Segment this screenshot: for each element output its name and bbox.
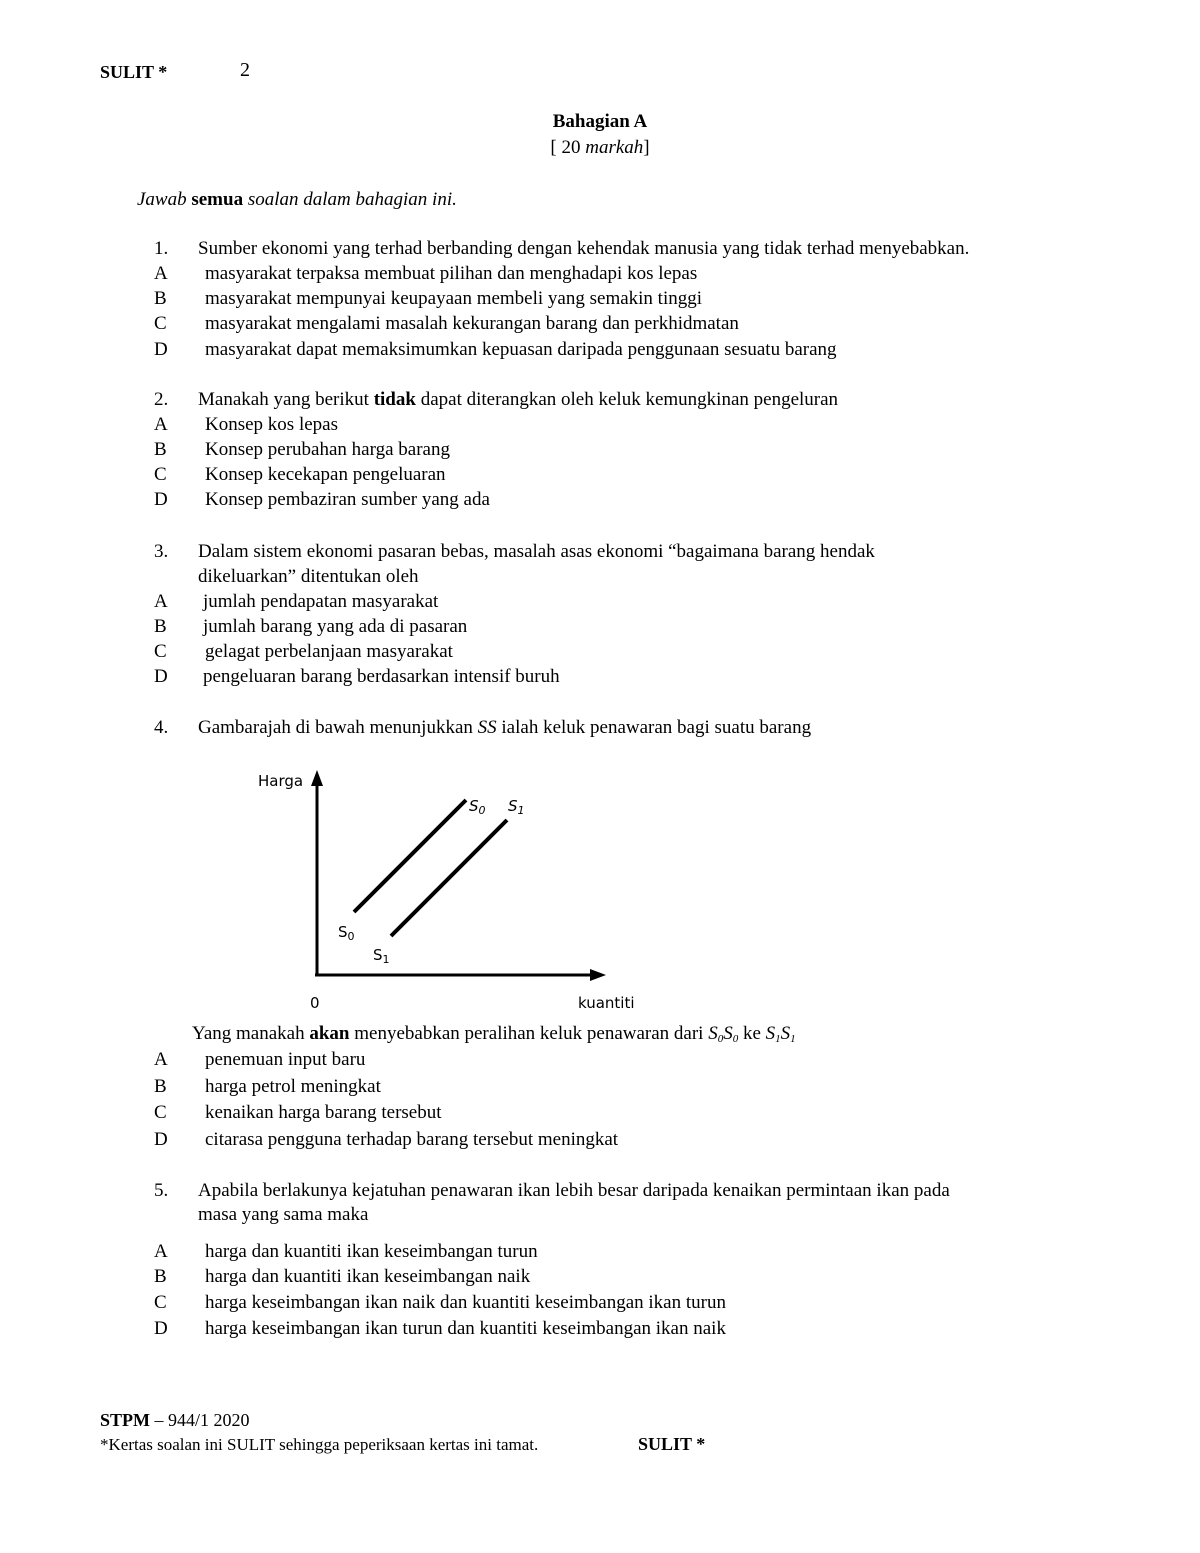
question-text-line1: Dalam sistem ekonomi pasaran bebas, masalah asas ekonomi “bagaimana barang hendak bbox=[198, 541, 875, 562]
option-letter: A bbox=[154, 591, 168, 612]
option-letter: A bbox=[154, 1241, 168, 1262]
question-text-line2: dikeluarkan” ditentukan oleh bbox=[198, 566, 419, 587]
option-text: penemuan input baru bbox=[205, 1049, 366, 1070]
option-letter: C bbox=[154, 313, 167, 334]
option-text: harga dan kuantiti ikan keseimbangan turun bbox=[205, 1241, 538, 1262]
footer-note: *Kertas soalan ini SULIT sehingga peperiksaan kertas ini tamat. bbox=[100, 1435, 539, 1454]
section-title: Bahagian A bbox=[552, 111, 648, 132]
footer-classification: SULIT * bbox=[638, 1434, 706, 1454]
supply-curve-s1 bbox=[391, 820, 507, 936]
option-text: Konsep perubahan harga barang bbox=[205, 439, 450, 460]
question-number: 4. bbox=[154, 717, 169, 738]
y-axis-arrowhead bbox=[311, 770, 323, 786]
option-text: kenaikan harga barang tersebut bbox=[205, 1102, 442, 1123]
curve-s0-bottom-label: $S_0$ bbox=[338, 923, 355, 943]
question-text-line1: Apabila berlakunya kejatuhan penawaran ikan lebih besar daripada kenaikan permintaan ikan pada bbox=[198, 1180, 950, 1201]
option-letter: C bbox=[154, 641, 167, 662]
option-text: harga dan kuantiti ikan keseimbangan naik bbox=[205, 1266, 531, 1287]
section-marks: [ 20 markah] bbox=[550, 137, 650, 158]
option-text: jumlah barang yang ada di pasaran bbox=[203, 616, 468, 637]
option-letter: B bbox=[154, 288, 167, 309]
option-text: masyarakat terpaksa membuat pilihan dan menghadapi kos lepas bbox=[205, 263, 698, 284]
option-letter: B bbox=[154, 616, 167, 637]
option-letter: D bbox=[154, 1318, 168, 1339]
supply-shift-diagram bbox=[240, 760, 640, 1020]
question-number: 3. bbox=[154, 541, 169, 562]
page-number: 2 bbox=[240, 59, 250, 81]
option-letter: A bbox=[154, 263, 168, 284]
option-letter: C bbox=[154, 1292, 167, 1313]
question-text: Gambarajah di bawah menunjukkan SS ialah keluk penawaran bagi suatu barang bbox=[198, 717, 812, 738]
option-letter: A bbox=[154, 1049, 168, 1070]
option-text: Konsep pembaziran sumber yang ada bbox=[205, 489, 490, 510]
x-axis-arrowhead bbox=[590, 969, 606, 981]
question-number: 5. bbox=[154, 1180, 169, 1201]
supply-curve-s0 bbox=[354, 800, 466, 912]
y-axis-label: Harga bbox=[258, 772, 304, 790]
option-letter: B bbox=[154, 439, 167, 460]
option-letter: D bbox=[154, 1129, 168, 1150]
question-number: 2. bbox=[154, 389, 169, 410]
option-letter: C bbox=[154, 464, 167, 485]
option-text: gelagat perbelanjaan masyarakat bbox=[205, 641, 453, 662]
x-axis-label: kuantiti bbox=[578, 994, 635, 1012]
option-text: Konsep kecekapan pengeluaran bbox=[205, 464, 446, 485]
origin-label: 0 bbox=[310, 994, 320, 1012]
option-text: jumlah pendapatan masyarakat bbox=[203, 591, 439, 612]
question-text: Sumber ekonomi yang terhad berbanding dengan kehendak manusia yang tidak terhad menyebabkan. bbox=[198, 238, 970, 259]
option-letter: B bbox=[154, 1076, 167, 1097]
question-text-line2: masa yang sama maka bbox=[198, 1204, 369, 1225]
option-text: harga keseimbangan ikan turun dan kuantiti keseimbangan ikan naik bbox=[205, 1318, 726, 1339]
question-text: Manakah yang berikut tidak dapat diterangkan oleh keluk kemungkinan pengeluran bbox=[198, 389, 839, 410]
option-text: citarasa pengguna terhadap barang tersebut meningkat bbox=[205, 1129, 619, 1150]
question-prompt: Yang manakah akan menyebabkan peralihan keluk penawaran dari $S_0S_0$ ke $S_1S_1$ bbox=[192, 1023, 796, 1045]
option-letter: D bbox=[154, 489, 168, 510]
curve-s1-top-label: $S_1$ bbox=[508, 797, 525, 817]
curve-s0-top-label: $S_0$ bbox=[469, 797, 486, 817]
option-text: Konsep kos lepas bbox=[205, 414, 338, 435]
option-letter: C bbox=[154, 1102, 167, 1123]
option-letter: A bbox=[154, 414, 168, 435]
instruction: Jawab semua soalan dalam bahagian ini. bbox=[137, 189, 457, 210]
option-text: masyarakat mengalami masalah kekurangan barang dan perkhidmatan bbox=[205, 313, 739, 334]
footer-code: STPM – 944/1 2020 bbox=[100, 1410, 250, 1430]
option-text: masyarakat dapat memaksimumkan kepuasan daripada penggunaan sesuatu barang bbox=[205, 339, 837, 360]
diagram-svg bbox=[240, 760, 640, 1020]
option-text: harga petrol meningkat bbox=[205, 1076, 381, 1097]
option-text: pengeluaran barang berdasarkan intensif buruh bbox=[203, 666, 560, 687]
option-letter: D bbox=[154, 339, 168, 360]
question-number: 1. bbox=[154, 238, 169, 259]
option-letter: B bbox=[154, 1266, 167, 1287]
option-text: masyarakat mempunyai keupayaan membeli yang semakin tinggi bbox=[205, 288, 703, 309]
curve-s1-bottom-label: $S_1$ bbox=[373, 946, 390, 966]
option-letter: D bbox=[154, 666, 168, 687]
option-text: harga keseimbangan ikan naik dan kuantiti keseimbangan ikan turun bbox=[205, 1292, 726, 1313]
header-classification: SULIT * bbox=[100, 62, 168, 82]
